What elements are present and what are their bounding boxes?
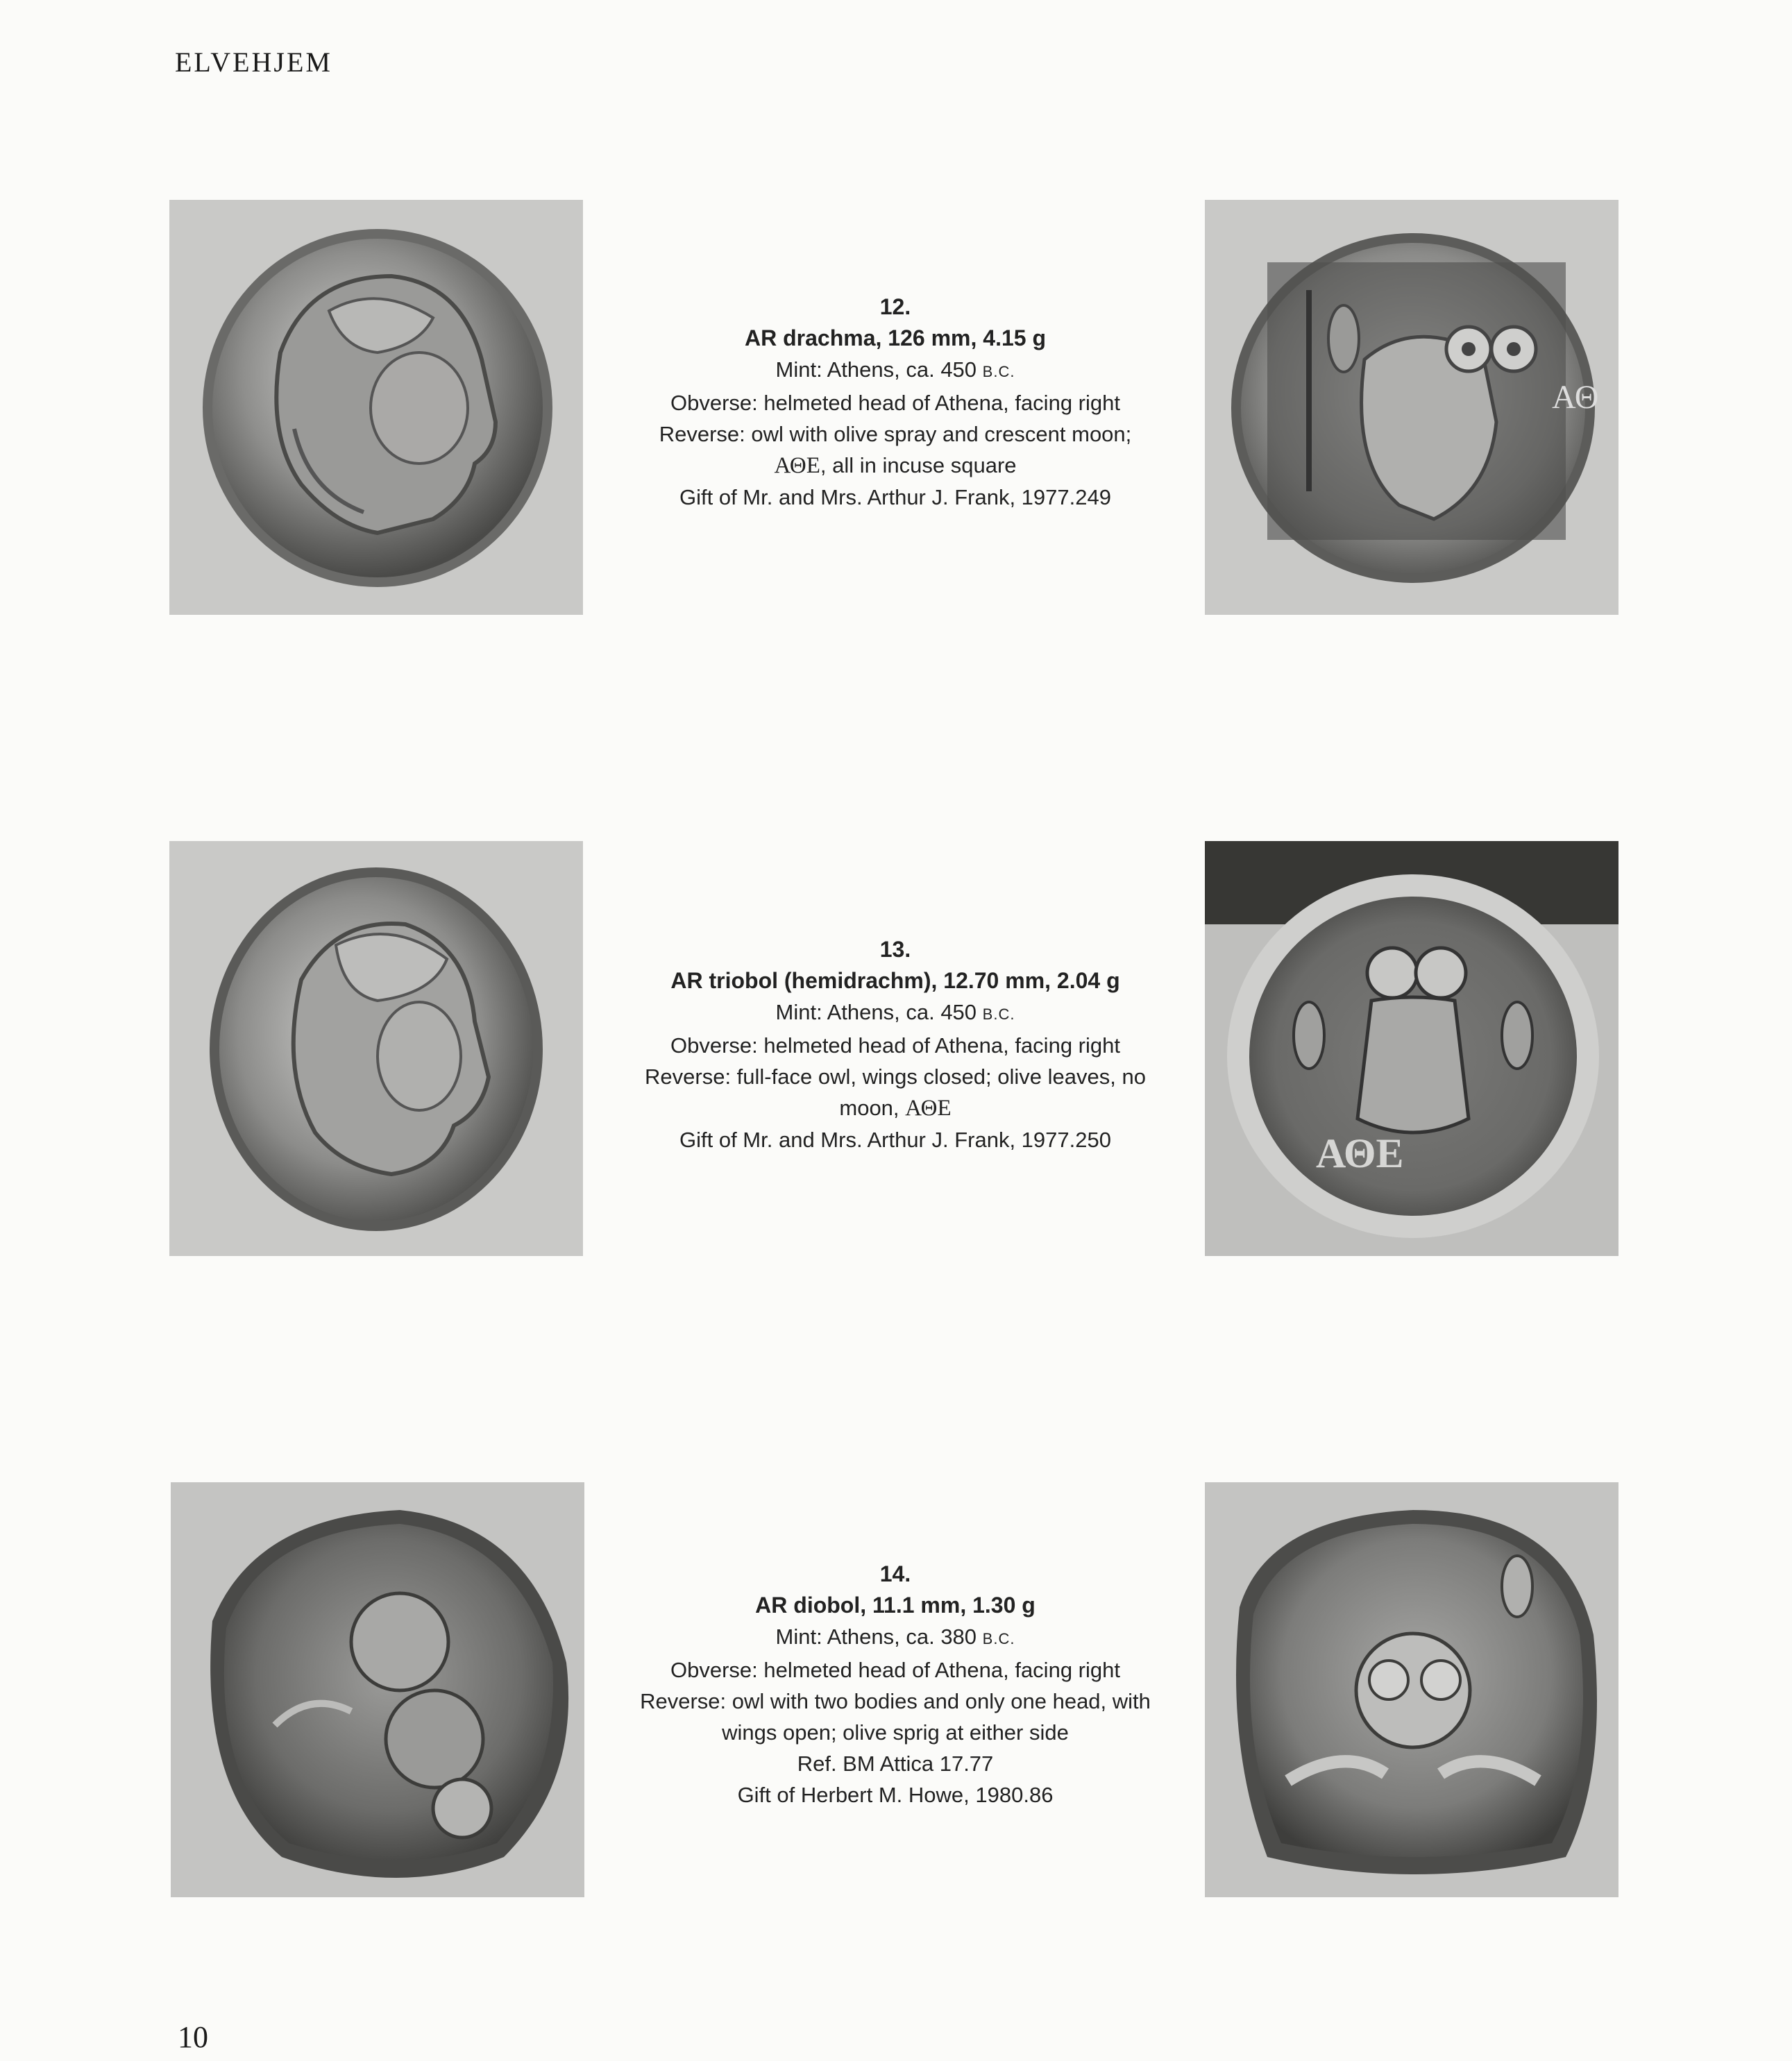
entry-obverse: Obverse: helmeted head of Athena, facing right — [670, 1658, 1120, 1682]
entry-gift: Gift of Mr. and Mrs. Arthur J. Frank, 1977.249 — [679, 485, 1111, 509]
entry-title: AR drachma, 126 mm, 4.15 g — [745, 325, 1046, 350]
entry-number: 12. — [879, 294, 911, 319]
entry-mint: Mint: Athens, ca. 450 B.C. — [775, 1000, 1015, 1024]
entry-number: 13. — [879, 937, 911, 962]
entry-obverse: Obverse: helmeted head of Athena, facing right — [670, 391, 1120, 415]
entry-reverse: Reverse: full-face owl, wings closed; olive leaves, no — [645, 1065, 1146, 1089]
svg-text:ΑΘΕ: ΑΘΕ — [1316, 1130, 1404, 1176]
entry-mint: Mint: Athens, ca. 380 B.C. — [775, 1625, 1015, 1649]
entry-number: 14. — [879, 1561, 911, 1586]
coin-12-reverse-photo — [1205, 200, 1618, 615]
coin-13-reverse-photo — [1205, 841, 1618, 1256]
entry-reverse: Reverse: owl with olive spray and crescent moon; — [659, 422, 1132, 446]
entry-gift: Gift of Herbert M. Howe, 1980.86 — [737, 1783, 1054, 1807]
entry-reference: Ref. BM Attica 17.77 — [797, 1752, 994, 1776]
coin-14-obverse-photo — [171, 1482, 584, 1897]
greek-inscription: ΑΘΕ — [905, 1096, 952, 1121]
coin-13-obverse-photo — [169, 841, 583, 1256]
greek-inscription: ΑΘΕ — [774, 453, 820, 478]
entry-14-caption — [611, 1559, 1180, 1810]
svg-text:ΑΘ: ΑΘ — [1552, 379, 1599, 416]
entry-reverse-cont: moon, ΑΘΕ — [839, 1096, 952, 1121]
coin-14-reverse-photo — [1205, 1482, 1618, 1897]
entry-13-caption — [611, 934, 1180, 1155]
entry-mint: Mint: Athens, ca. 450 B.C. — [775, 357, 1015, 382]
running-head: ELVEHJEM — [175, 46, 332, 78]
coin-12-obverse-photo — [169, 200, 583, 615]
page-number: 10 — [178, 2020, 208, 2054]
entry-reverse-cont: ΑΘΕ, all in incuse square — [774, 453, 1017, 478]
entry-reverse-cont: wings open; olive sprig at either side — [722, 1720, 1069, 1745]
entry-reverse: Reverse: owl with two bodies and only one head, with — [640, 1689, 1151, 1713]
entry-title: AR diobol, 11.1 mm, 1.30 g — [755, 1593, 1036, 1618]
entry-12-caption — [611, 291, 1180, 513]
entry-gift: Gift of Mr. and Mrs. Arthur J. Frank, 1977.250 — [679, 1128, 1111, 1152]
entry-obverse: Obverse: helmeted head of Athena, facing right — [670, 1033, 1120, 1058]
entry-title: AR triobol (hemidrachm), 12.70 mm, 2.04 g — [670, 968, 1120, 993]
